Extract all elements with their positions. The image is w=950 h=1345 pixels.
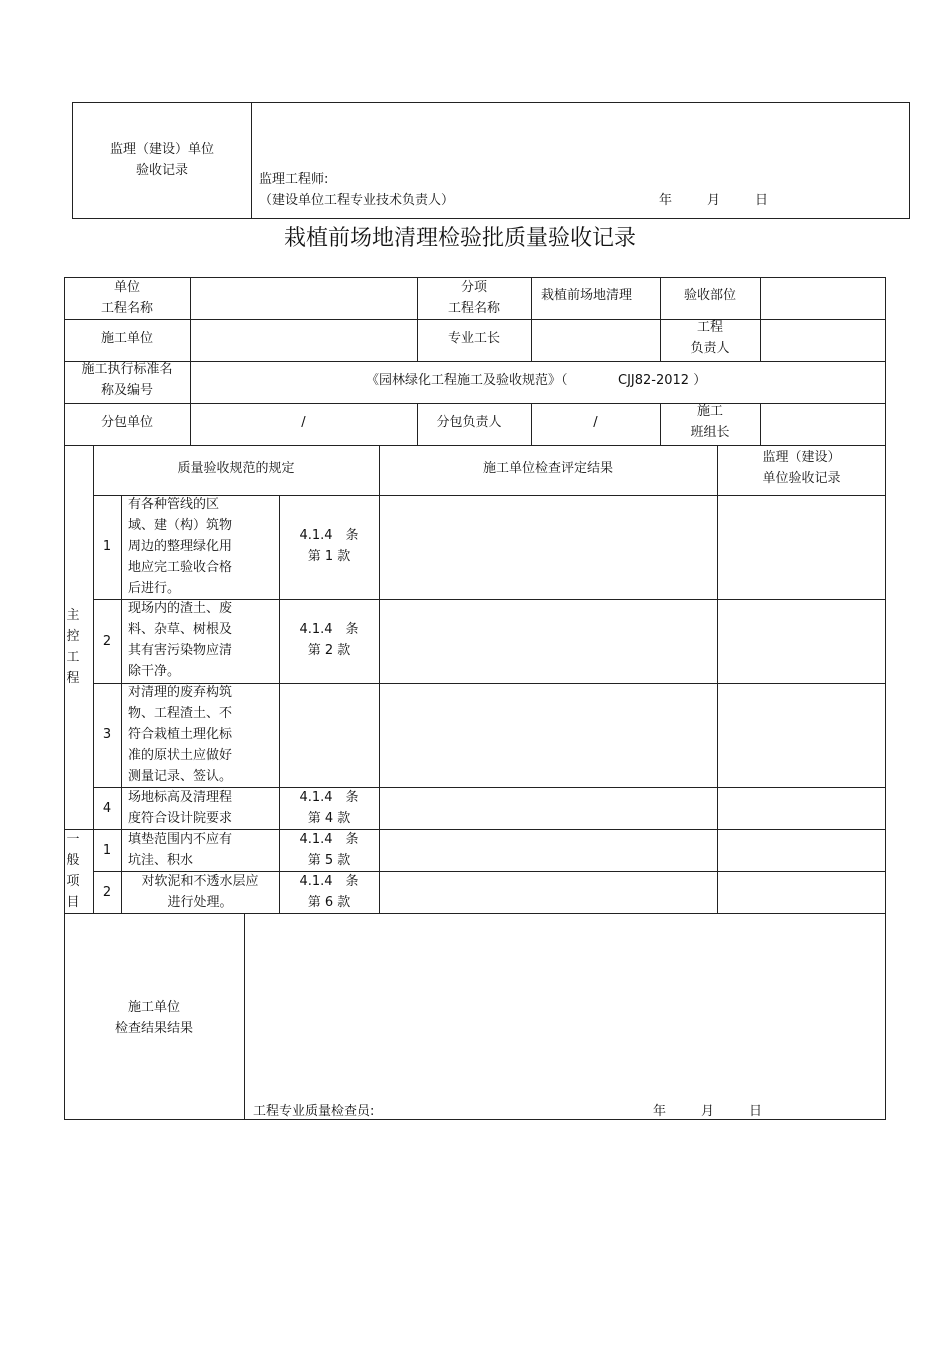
unit-project-label: 单位 工程名称 xyxy=(100,280,153,316)
main-control-label: 主 控 工 程 xyxy=(66,608,80,686)
construction-check-label: 施工单位 检查结果结果 xyxy=(114,1000,193,1036)
year-label: 年 xyxy=(653,1104,667,1119)
standard-label: 施工执行标准名 称及编号 xyxy=(81,362,173,398)
subcontract-lead-value: / xyxy=(593,415,598,430)
item-requirement: 对软泥和不透水层应 进行处理。 xyxy=(141,874,259,910)
rule xyxy=(64,319,886,320)
rule xyxy=(244,913,245,1120)
supervision-label: 监理（建设）单位 验收记录 xyxy=(109,142,214,178)
foreman-label: 专业工长 xyxy=(447,331,500,346)
acceptance-part-label: 验收部位 xyxy=(683,288,736,303)
subcontract-unit-label: 分包单位 xyxy=(100,415,153,430)
engineer-label: 监理工程师: xyxy=(259,172,329,187)
item-clause: 4.1.4 条 第 5 款 xyxy=(299,832,359,868)
item-number: 2 xyxy=(102,634,112,649)
project-lead-label: 工程 负责人 xyxy=(690,320,730,356)
item-number: 1 xyxy=(102,843,112,858)
supervision-column-header: 监理（建设） 单位验收记录 xyxy=(762,450,841,486)
item-clause: 4.1.4 条 第 6 款 xyxy=(299,874,359,910)
item-requirement: 填垫范围内不应有 坑洼、积水 xyxy=(128,832,233,868)
rule xyxy=(121,495,122,913)
rule xyxy=(64,913,886,914)
rule xyxy=(531,277,532,361)
responsible-label: （建设单位工程专业技术负责人） xyxy=(259,193,455,208)
rule xyxy=(760,403,761,445)
spec-column-header: 质量验收规范的规定 xyxy=(177,461,295,476)
rule xyxy=(64,403,886,404)
general-items-label: 一 般 项 目 xyxy=(66,832,80,910)
item-number: 2 xyxy=(102,885,112,900)
item-number: 3 xyxy=(102,727,112,742)
standard-value: 《园林绿化工程施工及验收规范》（ xyxy=(366,373,568,388)
item-clause: 4.1.4 条 第 1 款 xyxy=(299,528,359,564)
item-requirement: 对清理的废弃构筑 物、工程渣土、不 符合栽植土理化标 准的原状土应做好 测量记录、签认。 xyxy=(128,685,233,784)
day-label: 日 xyxy=(755,193,769,208)
item-clause: 4.1.4 条 第 2 款 xyxy=(299,622,359,658)
item-number: 1 xyxy=(102,539,112,554)
rule xyxy=(64,445,886,446)
day-label: 日 xyxy=(749,1104,763,1119)
item-requirement: 现场内的渣土、废 料、杂草、树根及 其有害污染物应清 除干净。 xyxy=(128,601,233,679)
subcontract-unit-value: / xyxy=(301,415,306,430)
page-title: 栽植前场地清理检验批质量验收记录 xyxy=(283,226,636,251)
rule xyxy=(760,277,761,361)
rule xyxy=(717,445,718,913)
divider xyxy=(251,102,252,219)
item-requirement: 有各种管线的区 域、建（构）筑物 周边的整理绿化用 地应完工验收合格 后进行。 xyxy=(128,497,233,596)
standard-code: CJJ82-2012 ） xyxy=(618,373,707,388)
month-label: 月 xyxy=(707,193,721,208)
sub-project-label: 分项 工程名称 xyxy=(447,280,500,316)
item-number: 4 xyxy=(102,801,112,816)
rule xyxy=(379,445,380,913)
team-lead-label: 施工 班组长 xyxy=(690,404,730,440)
year-label: 年 xyxy=(659,193,673,208)
item-clause: 4.1.4 条 第 4 款 xyxy=(299,790,359,826)
result-column-header: 施工单位检查评定结果 xyxy=(482,461,613,476)
subcontract-lead-label: 分包负责人 xyxy=(436,415,502,430)
construction-unit-label: 施工单位 xyxy=(100,331,153,346)
inspector-label: 工程专业质量检查员: xyxy=(253,1104,375,1119)
item-requirement: 场地标高及清理程 度符合设计院要求 xyxy=(128,790,233,826)
month-label: 月 xyxy=(701,1104,715,1119)
sub-project-value: 栽植前场地清理 xyxy=(541,288,633,303)
